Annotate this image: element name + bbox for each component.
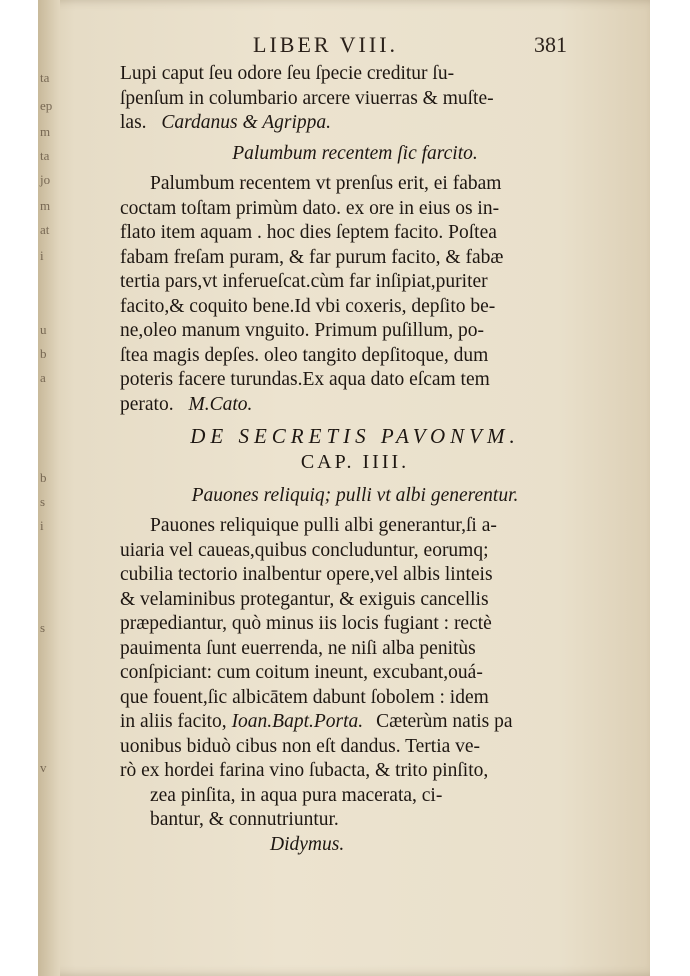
text-line: Lupi caput ſeu odore ſeu ſpecie creditur ſu- xyxy=(120,63,455,84)
bleed-fragment: at xyxy=(40,222,50,237)
text-line: bantur, & connutriuntur. xyxy=(150,809,339,830)
book-page xyxy=(38,0,650,976)
chapter-title: DE SECRETIS PAVONVM. xyxy=(190,424,520,448)
text-line: que fouent,ſic albicātem dabunt ſobolem : idem xyxy=(120,686,489,708)
text-line: tertia pars,vt inferueſcat.cùm far inſipiat,puriter xyxy=(120,271,488,292)
chapter-number: CAP. IIII. xyxy=(300,451,410,473)
text-line: zea pinſita, in aqua pura macerata, ci- xyxy=(150,784,443,806)
bleed-fragment: i xyxy=(40,248,44,263)
bleed-fragment: ta xyxy=(40,148,50,163)
text-line: uiaria vel caueas,quibus concluduntur, eorumq; xyxy=(120,539,489,561)
text-line: fabam freſam puram, & far purum facito, & fabæ xyxy=(120,246,504,268)
text-line: ſpenſum in columbario arcere viuerras & muſte- xyxy=(120,87,494,109)
section-heading: Palumbum recentem ſic farcito. xyxy=(232,143,478,164)
bleed-fragment: m xyxy=(40,124,51,139)
text-line: Palumbum recentem vt prenſus erit, ei fabam xyxy=(150,173,502,194)
text-line: rò ex hordei farina vino ſubacta, & trito pinſito, xyxy=(120,760,489,781)
bleed-fragment: b xyxy=(40,470,47,485)
text-line: conſpiciant: cum coitum ineunt, excubant,ouá- xyxy=(120,662,483,683)
bleed-fragment: a xyxy=(40,370,46,385)
bleed-fragment: s xyxy=(40,620,46,635)
text-fragment: las. xyxy=(120,112,147,133)
text-line: pauimenta ſunt euerrenda, ne niſi alba penitùs xyxy=(120,637,476,659)
text-line: facito,& coquito bene.Id vbi coxeris, depſito be- xyxy=(120,295,496,317)
bleed-fragment: m xyxy=(40,198,51,213)
text-fragment: perato. xyxy=(120,393,174,415)
text-line: præpediantur, quò minus iis locis fugiant : rectè xyxy=(120,613,492,634)
bleed-fragment: v xyxy=(40,760,47,775)
paragraph-pauones xyxy=(120,514,590,857)
text-fragment: in aliis facito, xyxy=(120,711,227,732)
bleed-fragment: u xyxy=(40,322,47,337)
attribution: Ioan.Bapt.Porta. xyxy=(231,711,364,732)
bleed-fragment: jo xyxy=(40,172,51,187)
text-line: & velaminibus protegantur, & exiguis cancellis xyxy=(120,588,489,610)
text-line: Pauones reliquique pulli albi generantur,ſi a- xyxy=(150,515,497,536)
text-line: ne,oleo manum vnguito. Primum puſillum, po- xyxy=(120,320,484,341)
running-title: LIBER VIII. xyxy=(253,32,399,57)
text-line: uonibus biduò cibus non eſt dandus. Tertia ve- xyxy=(120,735,481,757)
text-line xyxy=(120,111,590,136)
gutter-shadow xyxy=(38,0,60,976)
attribution: M.Cato. xyxy=(188,393,253,415)
bleed-fragment: b xyxy=(40,346,47,361)
paragraph-palumbum xyxy=(120,172,590,417)
text-line: ſtea magis depſes. oleo tangito depſitoque, dum xyxy=(120,344,489,366)
section-heading: Pauones reliquiq; pulli vt albi generentur. xyxy=(191,485,519,506)
bleed-fragment: i xyxy=(40,518,44,533)
bleed-fragment: ep xyxy=(40,98,53,113)
attribution: Didymus. xyxy=(270,833,345,855)
paragraph-lupi xyxy=(120,62,590,136)
text-line: coctam toſtam primùm dato. ex ore in eius os in- xyxy=(120,197,500,219)
page-number: 381 xyxy=(534,32,567,57)
text-fragment: Cæterùm natis pa xyxy=(376,711,513,732)
bleed-fragment: ta xyxy=(40,70,50,85)
text-line: poteris facere turundas.Ex aqua dato eſcam tem xyxy=(120,369,490,390)
attribution: Cardanus & Agrippa. xyxy=(161,112,331,133)
bleed-fragment: s xyxy=(40,494,46,509)
text-line: flato item aquam . hoc dies ſeptem facito. Poſtea xyxy=(120,222,497,243)
text-line xyxy=(120,710,590,735)
text-line xyxy=(120,393,590,418)
text-line: cubilia tectorio inalbentur opere,vel albis linteis xyxy=(120,564,493,585)
